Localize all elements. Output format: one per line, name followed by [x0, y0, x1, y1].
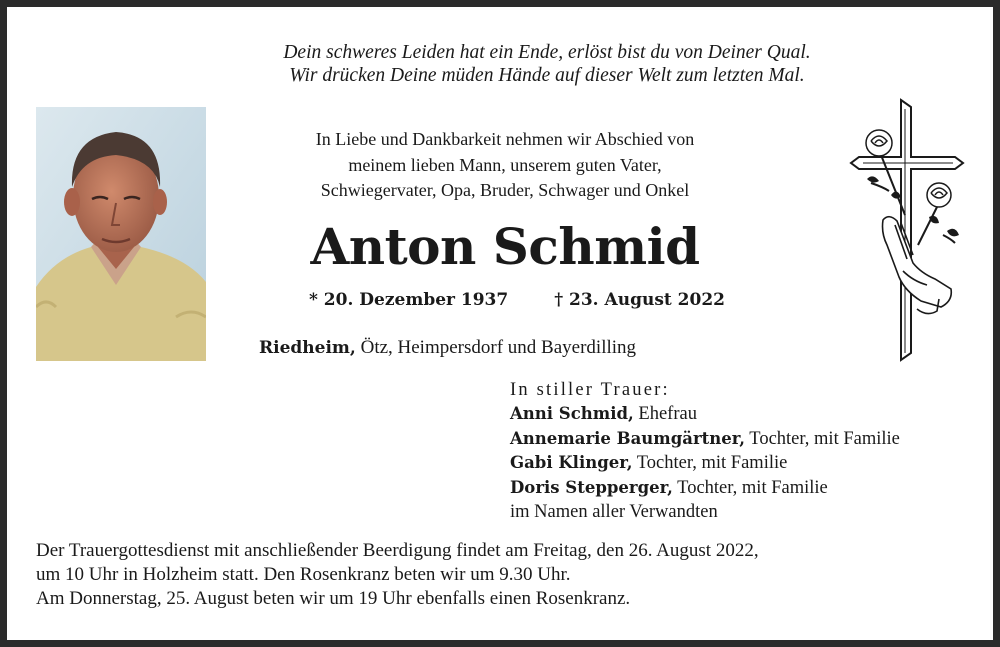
birth-date: * 20. Dezember 1937 — [309, 290, 509, 310]
service-line-2: um 10 Uhr in Holzheim statt. Den Rosenkranz beten wir um 9.30 Uhr. — [36, 564, 571, 585]
mourner-3 — [510, 451, 980, 475]
mourner-4-name: Doris Stepperger, — [510, 477, 673, 497]
mourner-4 — [510, 476, 980, 500]
verse — [137, 41, 957, 87]
deceased-name: Anton Schmid — [310, 217, 700, 276]
death-date: † 23. August 2022 — [554, 290, 725, 310]
mourner-3-relation: Tochter, mit Familie — [632, 453, 788, 474]
mourners-label: In stiller Trauer: — [510, 380, 670, 400]
mourner-4-relation: Tochter, mit Familie — [672, 477, 828, 498]
life-dates — [267, 289, 767, 311]
obituary-card — [7, 7, 993, 640]
intro-line-2: meinem lieben Mann, unserem guten Vater, — [348, 154, 662, 175]
cross-with-roses-icon — [843, 95, 965, 365]
mourner-1 — [510, 402, 980, 426]
service-info — [36, 539, 976, 611]
mourner-1-relation: Ehefrau — [633, 404, 697, 425]
intro-line-1: In Liebe und Dankbarkeit nehmen wir Abschied von — [315, 129, 695, 149]
places-rest: Ötz, Heimpersdorf und Bayerdilling — [355, 337, 637, 358]
portrait-photo — [36, 107, 206, 361]
mourner-1-name: Anni Schmid, — [510, 404, 634, 424]
verse-line-2: Wir drücken Deine müden Hände auf dieser Welt zum letzten Mal. — [289, 65, 805, 86]
mourner-2-relation: Tochter, mit Familie — [745, 428, 900, 449]
places — [259, 337, 636, 359]
verse-line-1: Dein schweres Leiden hat ein Ende, erlöst bist du von Deiner Qual. — [283, 42, 811, 63]
intro-text — [225, 127, 785, 204]
mourners-closing: im Namen aller Verwandten — [510, 502, 718, 523]
mourner-2 — [510, 427, 980, 451]
mourner-2-name: Annemarie Baumgärtner, — [510, 428, 746, 448]
places-bold: Riedheim, — [259, 338, 356, 358]
intro-line-3: Schwiegervater, Opa, Bruder, Schwager und Onkel — [320, 180, 690, 200]
service-line-3: Am Donnerstag, 25. August beten wir um 19 Uhr ebenfalls einen Rosenkranz. — [36, 588, 631, 609]
service-line-1: Der Trauergottesdienst mit anschließender Beerdigung findet am Freitag, den 26. August 2022, — [36, 540, 759, 561]
mourners-list — [510, 378, 980, 524]
mourner-3-name: Gabi Klinger, — [510, 453, 633, 473]
